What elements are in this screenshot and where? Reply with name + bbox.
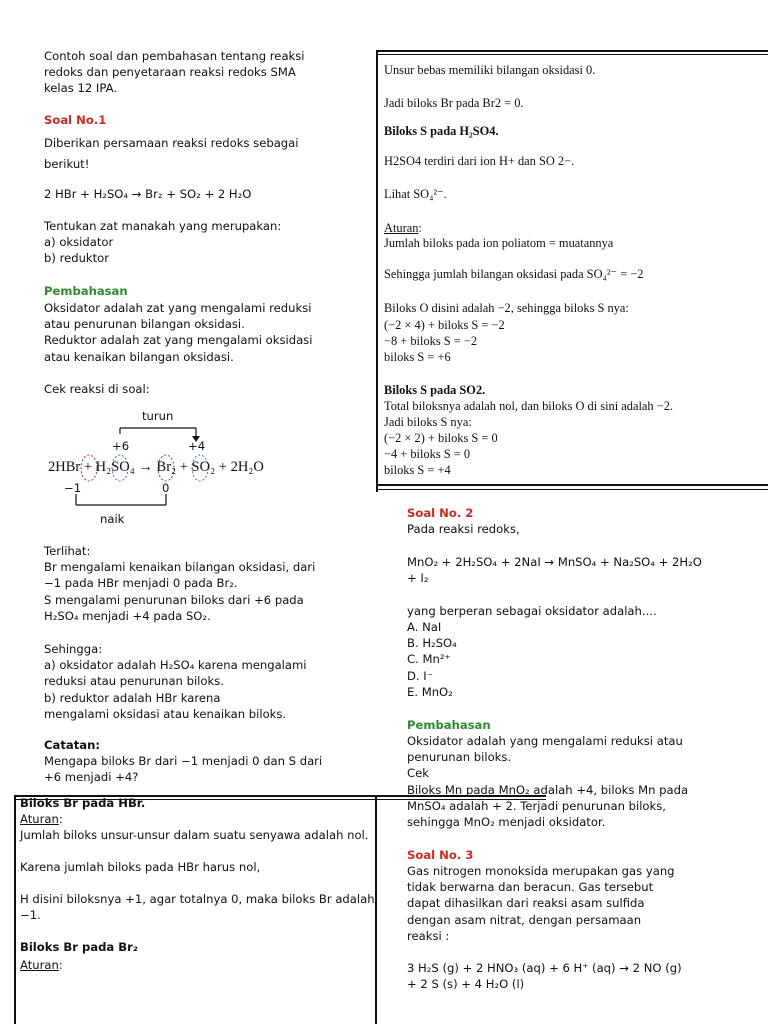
label-zero: 0 <box>162 481 170 495</box>
soal3-line: dengan asam nitrat, dengan persamaan <box>407 912 642 927</box>
box-right-top-border-inner <box>376 54 768 55</box>
terlihat-line: −1 pada HBr menjadi 0 pada Br₂. <box>44 576 238 591</box>
eq-term-so2: SO₂ <box>191 459 216 475</box>
biloks-br-br2-heading: Biloks Br pada Br₂ <box>20 940 138 954</box>
catatan-title: Catatan: <box>44 738 100 752</box>
label-turun: turun <box>142 409 174 423</box>
aturan-colon: : <box>418 221 422 235</box>
biloks-s-h2so4-heading: Biloks S pada H₂SO4. <box>384 124 499 138</box>
option-a: A. NaI <box>407 620 442 634</box>
eq-arrow: → <box>138 459 153 475</box>
aturan2-word: Aturan <box>20 958 59 972</box>
box-right-bottom-border-inner <box>376 489 768 490</box>
soal2-title: Soal No. 2 <box>407 506 474 520</box>
soal1-title: Soal No.1 <box>44 113 107 127</box>
eq-plus: + <box>179 459 188 475</box>
soal2-line: Pada reaksi redoks, <box>407 522 520 536</box>
box-right-line: (−2 × 4) + biloks S = −2 <box>384 318 505 332</box>
box-right-line: Lihat SO₄²⁻. <box>384 187 447 201</box>
box-right-line: Jadi biloks S nya: <box>384 415 472 429</box>
box-right-line: (−2 × 2) + biloks S = 0 <box>384 431 498 445</box>
soal2-options <box>407 619 457 700</box>
sehingga-line: mengalami oksidasi atau kenaikan biloks. <box>44 706 287 721</box>
soal3-line: tidak berwarna dan beracun. Gas tersebut <box>407 880 654 895</box>
option-reduktor: b) reduktor <box>44 251 110 266</box>
sehingga-paragraph <box>44 641 364 722</box>
diagram-equation <box>48 459 264 476</box>
redox-diagram <box>40 404 300 530</box>
eq-term-2hbr: 2HBr <box>48 459 81 475</box>
terlihat-line: S mengalami penurunan biloks dari +6 pada <box>44 592 304 607</box>
label-plus6: +6 <box>112 439 130 453</box>
sehingga-line: a) oksidator adalah H₂SO₄ karena mengalami <box>44 658 307 673</box>
sehingga-line: reduksi atau penurunan biloks. <box>44 674 224 689</box>
label-plus4: +4 <box>188 439 206 453</box>
box-right-line: biloks S = +4 <box>384 463 451 477</box>
aturan-label-right <box>384 220 422 236</box>
soal3-line: reaksi : <box>407 928 450 943</box>
question-line: Tentukan zat manakah yang merupakan: <box>44 219 282 233</box>
soal3-equation: 3 H₂S (g) + 2 HNO₃ (aq) + 6 H⁺ (aq) → 2 NO (g) <box>407 961 682 975</box>
box-right-line: −8 + biloks S = −2 <box>384 334 478 348</box>
box-right-line: Jumlah biloks pada ion poliatom = muatannya <box>384 236 614 250</box>
box-left-line: −1. <box>20 908 41 922</box>
box-left-left-border <box>14 795 16 1024</box>
sehingga-line: Sehingga: <box>44 642 103 656</box>
soal2-question: yang berperan sebagai oksidator adalah.... <box>407 604 657 618</box>
pembahasan2-text <box>407 733 747 830</box>
terlihat-line: H₂SO₄ menjadi +4 pada SO₂. <box>44 608 211 623</box>
aturan-colon: : <box>58 812 63 826</box>
option-oksidator: a) oksidator <box>44 235 114 250</box>
biloks-s-so2-heading: Biloks S pada SO2. <box>384 383 486 397</box>
soal2-equation: MnO₂ + 2H₂SO₄ + 2NaI → MnSO₄ + Na₂SO₄ + 2H₂O <box>407 555 702 569</box>
pembahasan2-title: Pembahasan <box>407 718 491 732</box>
pembahasan2-line: Oksidator adalah yang mengalami reduksi atau <box>407 734 683 748</box>
box-left-line: H disini biloksnya +1, agar totalnya 0, maka biloks Br adalah <box>20 892 375 906</box>
box-right-left-border <box>376 50 378 492</box>
terlihat-line: Br mengalami kenaikan bilangan oksidasi, dari <box>44 560 316 575</box>
cek-reaksi-label: Cek reaksi di soal: <box>44 382 150 396</box>
soal3-title: Soal No. 3 <box>407 848 474 862</box>
aturan2-colon: : <box>58 958 63 972</box>
intro-line: kelas 12 IPA. <box>44 81 118 96</box>
option-d: D. I⁻ <box>407 668 433 683</box>
option-b: B. H₂SO₄ <box>407 636 457 651</box>
terlihat-paragraph <box>44 543 364 624</box>
eq-term-h2so4: H₂SO₄ <box>95 459 135 475</box>
pembahasan2-line: Cek <box>407 766 429 781</box>
intro-line: Contoh soal dan pembahasan tentang reaksi <box>44 49 305 63</box>
terlihat-line: Terlihat: <box>44 544 91 558</box>
intro-paragraph <box>44 48 364 97</box>
aturan-label <box>20 811 63 827</box>
box-right-line: Total biloksnya adalah nol, dan biloks O di sini adalah −2. <box>384 399 673 413</box>
soal3-equation-cont: + 2 S (s) + 4 H₂O (l) <box>407 977 525 991</box>
box-left-line: Karena jumlah biloks pada HBr harus nol, <box>20 860 261 874</box>
box-right-line: Jadi biloks Br pada Br2 = 0. <box>384 96 524 110</box>
soal2-equation-cont: + I₂ <box>407 571 429 585</box>
box-right-top-border <box>376 50 768 52</box>
soal1-question <box>44 218 364 267</box>
pembahasan2-line: penurunan biloks. <box>407 750 512 765</box>
intro-line: redoks dan penyetaraan reaksi redoks SMA <box>44 65 296 80</box>
box-right-line: biloks S = +6 <box>384 350 451 364</box>
box-right-line: −4 + biloks S = 0 <box>384 447 471 461</box>
aturan2-label <box>20 957 63 973</box>
soal3-line: Gas nitrogen monoksida merupakan gas yang <box>407 864 675 878</box>
pembahasan2-line: sehingga MnO₂ menjadi oksidator. <box>407 815 606 830</box>
catatan-line: +6 menjadi +4? <box>44 770 139 785</box>
label-minus1: −1 <box>64 481 82 495</box>
pembahasan1-text <box>44 300 364 365</box>
box-right-line: Biloks O disini adalah −2, sehingga biloks S nya: <box>384 301 629 315</box>
pembahasan1-line: atau kenaikan bilangan oksidasi. <box>44 349 234 364</box>
soal3-text <box>407 863 747 944</box>
box-right-bottom-border <box>376 484 768 486</box>
catatan-text <box>44 753 364 785</box>
eq-plus: + <box>83 459 93 475</box>
pembahasan1-line: Oksidator adalah zat yang mengalami reduksi <box>44 301 312 315</box>
sehingga-line: b) reduktor adalah HBr karena <box>44 690 221 705</box>
soal1-line: Diberikan persamaan reaksi redoks sebagai <box>44 136 299 150</box>
aturan-word: Aturan <box>384 221 419 235</box>
aturan-word: Aturan <box>20 812 59 826</box>
box-left-line: Jumlah biloks unsur-unsur dalam suatu senyawa adalah nol. <box>20 828 369 842</box>
pembahasan1-title: Pembahasan <box>44 284 128 298</box>
biloks-br-hbr-heading: Biloks Br pada HBr. <box>20 796 146 810</box>
pembahasan2-line: MnSO₄ adalah + 2. Terjadi penurunan biloks, <box>407 798 666 813</box>
box-right-line: Sehingga jumlah bilangan oksidasi pada SO₄²⁻ = −2 <box>384 267 644 281</box>
box-right-line: H2SO4 terdiri dari ion H+ dan SO 2−. <box>384 154 575 168</box>
soal1-equation: 2 HBr + H₂SO₄ → Br₂ + SO₂ + 2 H₂O <box>44 187 252 201</box>
option-e: E. MnO₂ <box>407 684 453 699</box>
box-left-right-border <box>375 795 377 1024</box>
option-c: C. Mn²⁺ <box>407 652 451 667</box>
soal1-line: berikut! <box>44 157 90 171</box>
label-naik: naik <box>100 512 125 526</box>
eq-term-br2: Br₂ <box>156 459 177 475</box>
soal1-text <box>44 133 364 175</box>
pembahasan1-line: atau penurunan bilangan oksidasi. <box>44 317 245 332</box>
catatan-line: Mengapa biloks Br dari −1 menjadi 0 dan S dari <box>44 754 323 768</box>
box-right-line: Unsur bebas memiliki bilangan oksidasi 0. <box>384 63 596 77</box>
pembahasan1-line: Reduktor adalah zat yang mengalami oksidasi <box>44 333 313 348</box>
pembahasan2-line: Biloks Mn pada MnO₂ adalah +4, biloks Mn pada <box>407 782 689 797</box>
soal3-line: dapat dihasilkan dari reaksi asam sulfida <box>407 896 645 911</box>
eq-term-h2o: + 2H₂O <box>218 459 264 475</box>
